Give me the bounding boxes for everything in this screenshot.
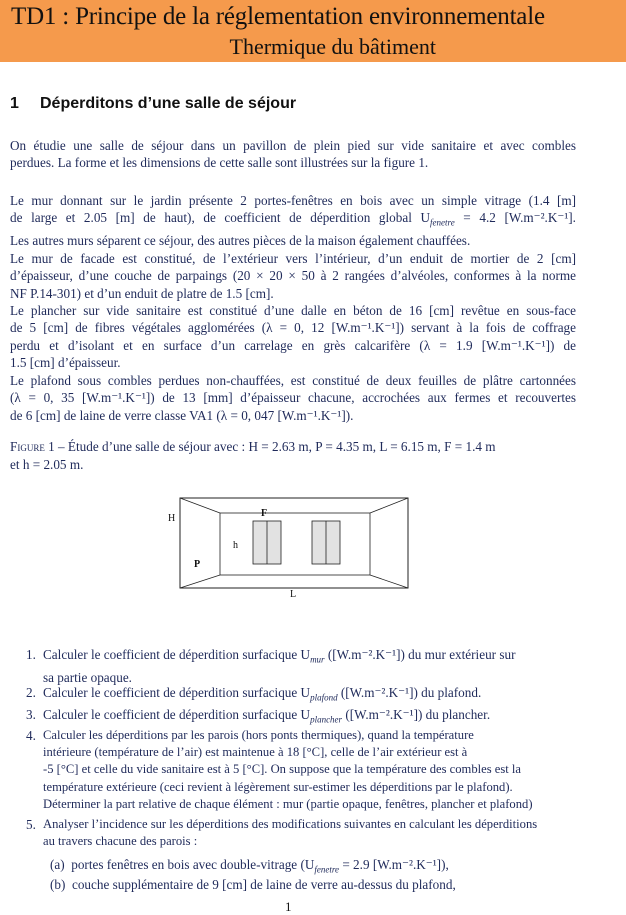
label-L: L [290, 589, 297, 600]
question-line: température extérieure (ceci revient à légèrement sur-estimer les déperditions par le plafond). [43, 779, 513, 794]
subitem-a: (a) portes fenêtres en bois avec double-vitrage ($U_{fenetre} = 2.9$ [W.m⁻².K⁻¹]), [50, 857, 449, 875]
label-h: h [233, 540, 238, 551]
label-H: H [168, 513, 176, 524]
document-subtitle: Thermique du bâtiment [229, 34, 436, 59]
question-line: Calculer le coefficient de déperdition surfacique $U_{plancher}$ ([W.m⁻².K⁻¹]) du plancher. [43, 707, 491, 725]
title-banner [0, 0, 626, 62]
subitem-b: (b) couche supplémentaire de 9 [cm] de laine de verre au-dessus du plafond, [50, 877, 456, 892]
room-diagram [160, 493, 420, 608]
question-line: Calculer les déperditions par les parois (hors ponts thermiques), quand la température [43, 728, 474, 742]
body-line: Les autres murs séparent ce séjour, des autres pièces de la maison également chauffées. [10, 233, 471, 249]
body-line: Le plancher sur vide sanitaire est constitué d’une dalle en béton de 16 [cm] revêtue en sous-face [10, 303, 576, 319]
back-wall [220, 513, 370, 575]
question-line: intérieure (température de l’air) est maintenue à 18 [°C], celle de l’air extérieur est à [43, 745, 468, 760]
question-line: -5 [°C] et celle du vide sanitaire est à 5 [°C]. On suppose que la température des combles est la [43, 762, 521, 777]
question-line: Analyser l’incidence sur les déperditions des modifications suivantes en calculant les déperditions [43, 817, 538, 831]
question-number: 1. [26, 647, 36, 662]
document-title: TD1 : Principe de la réglementation environnementale [11, 3, 545, 30]
body-line: NF P.14-301) et d’un enduit de platre de 1.5 [cm]. [10, 285, 274, 301]
intro-paragraph [10, 137, 576, 172]
body-line: Le mur donnant sur le jardin présente 2 portes-fenêtres en bois avec un simple vitrage (1.4 [m] [10, 193, 576, 208]
section-title: Déperditons d’une salle de séjour [40, 95, 297, 112]
figure-caption-line2: et h = 2.05 m. [10, 457, 84, 472]
intro-line: On étudie une salle de séjour dans un pavillon de plein pied sur vide sanitaire et avec combles [10, 138, 576, 153]
body-line: Le mur de facade est constitué, de l’extérieur vers l’intérieur, d’un enduit de mortier de 2 [cm] [10, 250, 576, 266]
question-line: sa partie opaque. [43, 669, 132, 685]
section-heading [10, 95, 296, 113]
question-line: Calculer le coefficient de déperdition surfacique $U_{mur}$ ([W.m⁻².K⁻¹]) du mur extérieur sur [43, 647, 516, 665]
body-line: de 6 [cm] de laine de verre classe VA1 (λ = 0, 047 [W.m⁻¹.K⁻¹]). [10, 407, 354, 423]
question-number: 2. [26, 685, 36, 700]
figure-label: Figure 1 – [10, 439, 65, 454]
body-line: (λ = 0, 35 [W.m⁻¹.K⁻¹]) de 13 [mm] d’épaisseur chacune, accrochées aux fermes et recouvertes [10, 390, 576, 406]
intro-line: perdues. La forme et les dimensions de cette salle sont illustrées sur la figure 1. [10, 155, 429, 171]
question-number: 5. [26, 817, 36, 832]
description-paragraph [10, 192, 576, 424]
body-line: de 5 [cm] de fibres végétales agglomérées (λ = 0, 12 [W.m⁻¹.K⁻¹]) servant à la fois de coffrage [10, 320, 576, 336]
question-line: Calculer le coefficient de déperdition surfacique $U_{plafond}$ ([W.m⁻².K⁻¹]) du plafond. [43, 685, 482, 703]
window-left [253, 521, 281, 564]
label-F: F [261, 508, 268, 519]
figure-caption [10, 438, 576, 474]
section-number: 1 [10, 95, 19, 112]
figure-caption-line1: Étude d’une salle de séjour avec : H = 2.63 m, P = 4.35 m, L = 6.15 m, F = 1.4 m [67, 439, 496, 454]
question-number: 3. [26, 707, 36, 722]
question-line: au travers chacune des parois : [43, 834, 198, 849]
body-line: d’épaisseur, d’une couche de parpaings (20 × 20 × 50 à 2 rangées d’alvéoles, conformes à la norme [10, 268, 576, 284]
label-P: P [194, 559, 201, 570]
window-right [312, 521, 340, 564]
body-line: Le plafond sous combles perdues non-chauffées, est constitué de deux feuilles de plâtre cartonnées [10, 372, 576, 388]
body-line: 1.5 [cm] d’épaisseur. [10, 355, 121, 371]
question-line: Déterminer la part relative de chaque élément : mur (partie opaque, fenêtres, plancher et plafond) [43, 796, 533, 811]
page-number: 1 [285, 899, 292, 914]
question-number: 4. [26, 728, 36, 743]
body-line: perdu et d’isolant et en surface d’un carrelage en grès calcarifère (λ = 1.9 [W.m⁻¹.K⁻¹]) de [10, 337, 576, 353]
body-line-ufenetre: de large et 2.05 [m] de haut), de coefficient de déperdition global $U_{fenetre} = 4.2$ [W.m⁻².K⁻¹]. [10, 210, 576, 229]
